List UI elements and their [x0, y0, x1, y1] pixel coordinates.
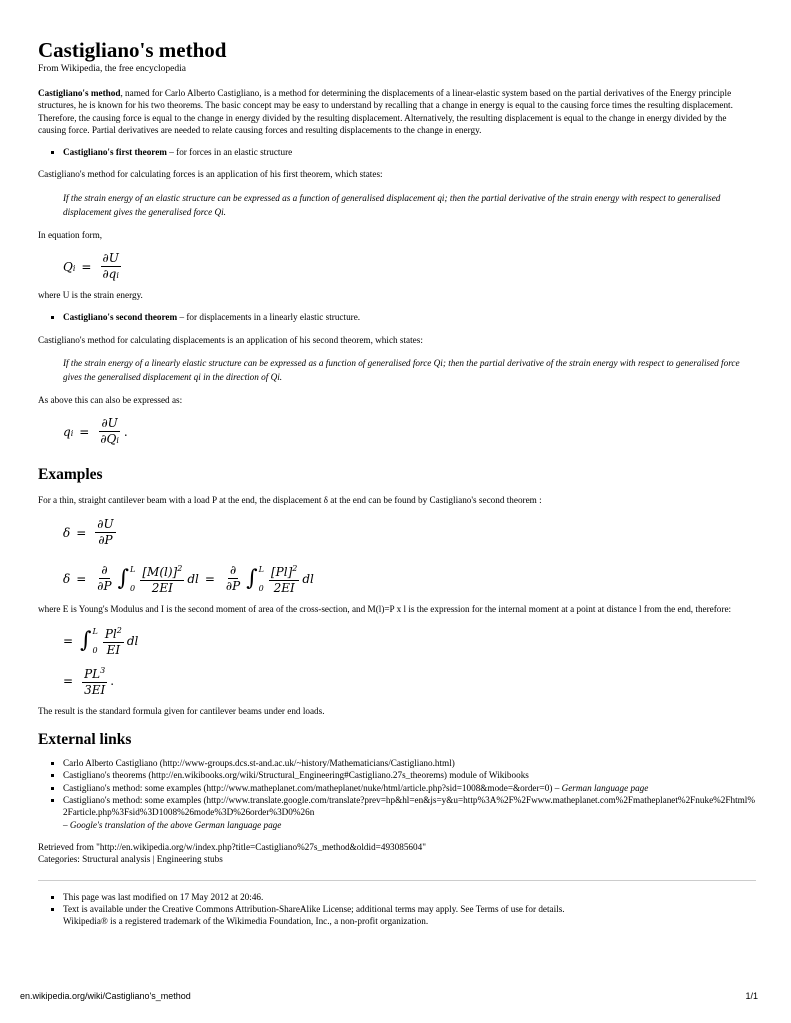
intro-bold: Castigliano's method [38, 88, 121, 98]
where-e-text: where E is Young's Modulus and I is the second moment of area of the cross-section, and M(l)=P x l is the expression for the internal moment at a point at distance l from the end, therefore: [38, 603, 732, 614]
as-above-text: As above this can also be expressed as: [38, 394, 183, 405]
where-u-text: where U is the strain energy. [38, 290, 143, 301]
equation-result: = $\frac{PL^3}{3EI}$ . [63, 661, 756, 701]
examples-heading: Examples [38, 466, 103, 484]
footer-item [63, 903, 756, 928]
article [38, 38, 756, 927]
first-theorem-quote: If the strain energy of an elastic structure can be expressed as a function of generalised displacement qi; then the partial derivative of the strain energy with respect to generalised displacement gives the generalised force Qi. [63, 192, 721, 217]
footer-license-text: Text is available under the Creative Commons Attribution-ShareAlike License; additional terms may apply. See Terms of use for details. [63, 903, 565, 914]
second-theorem-title: Castigliano's second theorem [63, 312, 178, 323]
second-theorem-quote: If the strain energy of a linearly elastic structure can be expressed as a function of generalised force Qi; then the partial derivative of the strain energy with respect to generalised force gives the generalised displacement qi in the direction of Qi. [63, 357, 740, 382]
category-link-structural-analysis[interactable]: Structural analysis [82, 854, 151, 865]
link-text[interactable]: Carlo Alberto Castigliano (http://www-groups.dcs.st-and.ac.uk/~history/Mathematicians/Castigliano.html) [63, 758, 455, 769]
first-theorem-title: Castigliano's first theorem [63, 147, 167, 158]
category-link-engineering-stubs[interactable]: Engineering stubs [156, 854, 223, 865]
footer-divider [38, 880, 756, 881]
equation-first-theorem: Qi = $\frac{\partial U}{\partial qi}$ [63, 251, 119, 282]
second-theorem-rest: – for displacements in a linearly elastic structure. [177, 312, 361, 323]
equation-integral: = ∫ L 0 $\frac{Pl^2}{EI}$ dl [63, 621, 756, 661]
examples-text: For a thin, straight cantilever beam with a load P at the end, the displacement δ at the end can be found by Castigliano's second theorem : [38, 495, 542, 506]
footer-trademark: Wikipedia® is a registered trademark of the Wikimedia Foundation, Inc., a non-profit organization. [63, 916, 429, 927]
link-note: – Google's translation of the above German language page [63, 819, 282, 830]
categories [38, 853, 756, 865]
second-theorem-desc: Castigliano's method for calculating displacements is an application of his second theorem, which states: [38, 334, 423, 345]
in-equation-form: In equation form, [38, 229, 103, 240]
category-separator: | [152, 854, 155, 865]
print-footer [20, 991, 758, 1001]
second-theorem-list [38, 311, 756, 323]
list-item [63, 311, 756, 323]
external-links-heading: External links [38, 731, 132, 749]
link-text[interactable]: Castigliano's method: some examples (http://www.matheplanet.com/matheplanet/nuke/html/article.php?sid=1008&mode=&order=0) – [63, 782, 562, 793]
print-footer-page: 1/1 [745, 991, 758, 1001]
first-theorem-list [38, 146, 756, 158]
list-item [63, 146, 756, 158]
footer-item: ▪ This page was last modified on 17 May 2012 at 20:46. [63, 891, 756, 903]
external-link-1[interactable] [63, 757, 756, 769]
external-link-2[interactable] [63, 769, 756, 781]
page-footer-list [38, 891, 756, 928]
categories-label: Categories: [38, 854, 80, 865]
external-link-4[interactable] [63, 794, 756, 831]
link-note: German language page [561, 782, 649, 793]
link-text[interactable]: Castigliano's theorems (http://en.wikibooks.org/wiki/Structural_Engineering#Castigliano.27s_theorems) module of Wikibooks [63, 770, 529, 781]
external-link-3[interactable] [63, 782, 756, 794]
link-text[interactable]: Castigliano's method: some examples (http://www.translate.google.com/translate?prev=hp&hl=en&js=y&u=http%3A%2F%2Fwww.matheplanet.com%2Fmatheplanet%2Fnuke%2Fhtml%2Farticle.php%3Fsid%3D1008%26mode%3D%26order%3D0%26n [63, 795, 756, 818]
intro-paragraph [38, 87, 756, 136]
page-title: Castigliano's method [38, 38, 227, 62]
external-links-list [38, 757, 756, 831]
intro-text: , named for Carlo Alberto Castigliano, is a method for determining the displacements of a linear-elastic system based on the partial derivatives of the Energy principle structures, he is known for his two theorems. The basic concept may be easy to understand by recalling that a change in energy is equal to the causing force times the resulting displacement. Therefore, the causing force is equal to the change in energy divided by the resulting displacement. Alternatively, the resulting displacement is equal to the change in energy divided by the causing force. Partial derivatives are needed to relate causing forces and resulting displacements to the change in energy. [38, 88, 733, 135]
page-subtitle: From Wikipedia, the free encyclopedia [38, 64, 186, 74]
retrieved-from[interactable]: Retrieved from "http://en.wikipedia.org/w/index.php?title=Castigliano%27s_method&oldid=493085604" [38, 841, 426, 852]
print-footer-url: en.wikipedia.org/wiki/Castigliano's_method [20, 991, 191, 1001]
equation-delta-2: δ = $\frac{\partial}{\partial P}$ ∫ L 0 $\frac{[M(l)]^2}{2EI}$ dl = $\frac{\partial}{\partial P}$ ∫ L 0 $\frac{[Pl]^2}{2EI}$ dl [63, 563, 314, 596]
result-text: The result is the standard formula given for cantilever beams under end loads. [38, 705, 325, 716]
first-theorem-rest: – for forces in an elastic structure [166, 147, 293, 158]
first-theorem-desc: Castigliano's method for calculating forces is an application of his first theorem, which states: [38, 169, 383, 180]
equation-second-theorem: qi = $\frac{\partial U}{\partial Qi}$ . [63, 416, 128, 447]
equation-delta-1: δ = $\frac{\partial U}{\partial P}$ [63, 517, 114, 548]
